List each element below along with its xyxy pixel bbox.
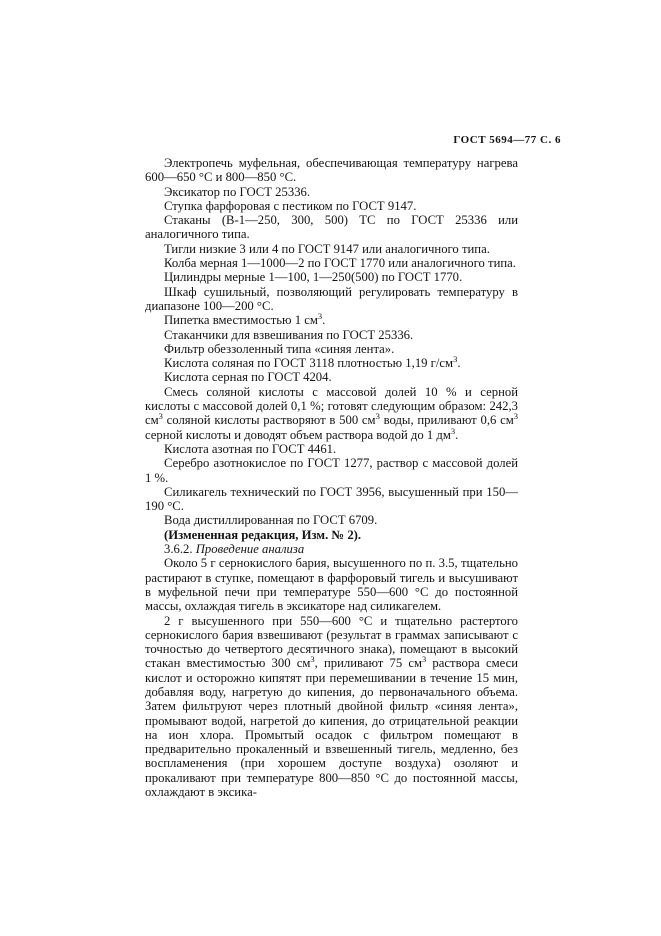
paragraph-silica-gel: Силикагель технический по ГОСТ 3956, высушенный при 150—190 °С.	[145, 484, 518, 514]
paragraph-silver-nitrate: Серебро азотнокислое по ГОСТ 1277, раствор с массовой долей 1 %.	[145, 456, 518, 485]
paragraph-crucibles: Тигли низкие 3 или 4 по ГОСТ 9147 или аналогичного типа.	[164, 241, 490, 256]
paragraph-mortar: Ступка фарфоровая с пестиком по ГОСТ 9147.	[164, 198, 417, 213]
section-heading-analysis	[145, 542, 518, 556]
paragraph-nitric-acid: Кислота азотная по ГОСТ 4461.	[164, 441, 337, 456]
paragraph-weighing-bottles: Стаканчики для взвешивания по ГОСТ 25336.	[164, 327, 414, 342]
paragraph-muffle-furnace: Электропечь муфельная, обеспечивающая температуру нагрева 600—650 °С и 800—850 °С.	[145, 156, 518, 185]
pipette-text: Пипетка вместимостью 1 см	[164, 313, 318, 328]
text-segment: , приливают 75 см	[314, 656, 423, 671]
paragraph-volumetric-flask: Колба мерная 1—1000—2 по ГОСТ 1770 или аналогичного типа.	[164, 256, 516, 271]
paragraph-acid-mixture	[145, 385, 518, 442]
document-body	[145, 156, 518, 799]
page-header: ГОСТ 5694—77 С. 6	[453, 134, 561, 146]
superscript: 3	[375, 411, 380, 422]
paragraph-hydrochloric-acid	[145, 356, 518, 370]
paragraph-beakers: Стаканы (В-1—250, 300, 500) ТС по ГОСТ 25336 или аналогичного типа.	[145, 213, 518, 242]
text-segment: Смесь соляной кислоты с массовой долей 10 % и серной кислоты с массовой долей 0,1 %; готовят следующим образом: 242,3 см	[145, 384, 518, 428]
paragraph-distilled-water: Вода дистиллированная по ГОСТ 6709.	[164, 513, 378, 528]
pipette-text-end: .	[322, 313, 326, 328]
superscript: 3	[422, 654, 427, 665]
text-segment: соляной кислоты растворяют в 500 см	[162, 413, 376, 428]
text-segment: серной кислоты и доводят объем раствора водой до 1 дм	[145, 427, 451, 442]
text-segment: раствора смеси кислот и осторожно кипятят при перемешивании в течение 15 мин, добавляя воду, нагретую до кипения, до первоначального объема. Затем фильтруют через плотный двойной фильтр «синяя лента», промывают водой, нагретой до кипения, до отрицательной реакции на ион хлора. Промытый осадок с фильтром помещают в предварительно прокаленный и взвешенный тигель, медленно, без воспламенения (при хорошем доступе воздуха) озоляют и прокаливают при температуре 800—850 °С до постоянной массы, охлаждают в эксика-	[145, 656, 518, 800]
superscript: 3	[310, 654, 315, 665]
section-title: Проведение анализа	[195, 542, 305, 557]
paragraph-sulfuric-acid: Кислота серная по ГОСТ 4204.	[164, 370, 332, 385]
text-segment: .	[455, 427, 459, 442]
superscript: 3	[513, 411, 518, 422]
superscript: 3	[450, 425, 456, 436]
section-number: 3.6.2.	[164, 542, 193, 557]
paragraph-drying-oven: Шкаф сушильный, позволяющий регулировать температуру в диапазоне 100—200 °С.	[145, 284, 518, 313]
paragraph-filter: Фильтр обеззоленный типа «синяя лента».	[164, 341, 395, 356]
text-segment: воды, приливают 0,6 см	[379, 413, 514, 428]
superscript: 3	[158, 411, 163, 422]
paragraph-procedure-weighing	[145, 614, 518, 800]
paragraph-pipette	[145, 313, 518, 327]
hydrochloric-acid-superscript: 3	[453, 354, 458, 365]
paragraph-amendment-note: (Измененная редакция, Изм. № 2).	[164, 527, 362, 542]
hydrochloric-acid-text-end: .	[457, 356, 461, 371]
paragraph-procedure-drying: Около 5 г сернокислого бария, высушенного по п. 3.5, тщательно растирают в ступке, помещают в фарфоровый тигель и высушивают в муфельной печи при температуре 550—600 °С до постоянной массы, охлаждая тигель в эксикаторе над силикагелем.	[145, 556, 518, 614]
pipette-superscript: 3	[317, 311, 323, 322]
paragraph-cylinders: Цилиндры мерные 1—100, 1—250(500) по ГОСТ 1770.	[164, 270, 463, 285]
hydrochloric-acid-text: Кислота соляная по ГОСТ 3118 плотностью 1,19 г/см	[164, 356, 454, 371]
text-segment: 2 г высушенного при 550—600 °С и тщательно растертого сернокислого бария взвешивают (результат в граммах записывают с точностью до четвертого десятичного знака), помещают в высокий стакан вместимостью 300 см	[145, 613, 518, 671]
paragraph-desiccator: Эксикатор по ГОСТ 25336.	[164, 184, 311, 199]
